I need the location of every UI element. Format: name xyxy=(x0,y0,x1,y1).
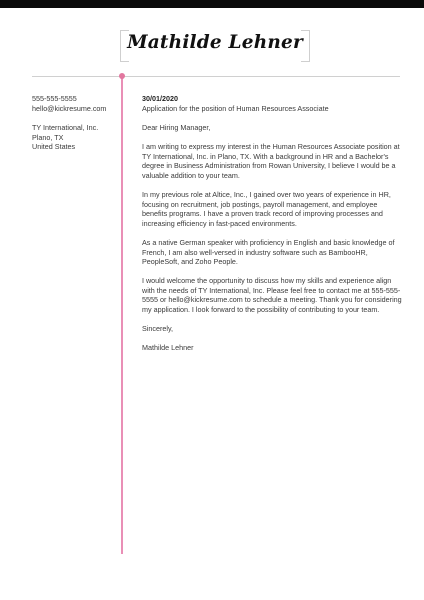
letter-paragraph: In my previous role at Altice, Inc., I gained over two years of experience in HR, focusing on recruitment, job postings, payroll management, and employee benefits programs. I have a proven track record of improving processes and increasing efficiency in fast-paced environments. xyxy=(142,189,391,228)
letter-subject: Application for the position of Human Resources Associate xyxy=(142,103,329,113)
vertical-divider xyxy=(121,76,123,554)
recipient-company: TY International, Inc. xyxy=(32,123,99,133)
letter-greeting: Dear Hiring Manager, xyxy=(142,122,211,132)
applicant-name: Mathilde Lehner xyxy=(127,32,303,53)
recipient-city: Plano, TX xyxy=(32,132,64,142)
letter-body xyxy=(142,94,404,363)
letter-date: 30/01/2020 xyxy=(142,94,178,103)
letter-header xyxy=(142,94,404,113)
name-frame xyxy=(120,30,310,60)
horizontal-divider xyxy=(32,76,400,77)
divider-dot xyxy=(119,73,125,79)
letter-paragraph: I would welcome the opportunity to discuss how my skills and experience align with the needs of TY International, Inc. Please feel free to contact me at 555-555-5555 or hello@kickresume.com to schedule a meeting. Thank you for considering my application. I look forward to the possibility of contributing to your team. xyxy=(142,276,402,315)
sender-email: hello@kickresume.com xyxy=(32,103,107,113)
recipient-country: United States xyxy=(32,142,76,152)
letter-paragraph: As a native German speaker with proficiency in English and basic knowledge of French, I am also well-versed in industry software such as BambooHR, PeopleSoft, and Zoho People. xyxy=(142,237,395,267)
contact-spacer xyxy=(32,113,116,123)
sender-phone: 555-555-5555 xyxy=(32,94,77,103)
letter-closing: Sincerely, xyxy=(142,324,174,334)
contact-column xyxy=(32,94,116,152)
letter-signature: Mathilde Lehner xyxy=(142,343,194,353)
top-bar xyxy=(0,0,424,8)
letter-paragraph: I am writing to express my interest in the Human Resources Associate position at TY International, Inc. in Plano, TX. With a background in HR and a Bachelor's degree in Business Administration from Rowan University, I believe I would be a valuable addition to your team. xyxy=(142,141,400,180)
